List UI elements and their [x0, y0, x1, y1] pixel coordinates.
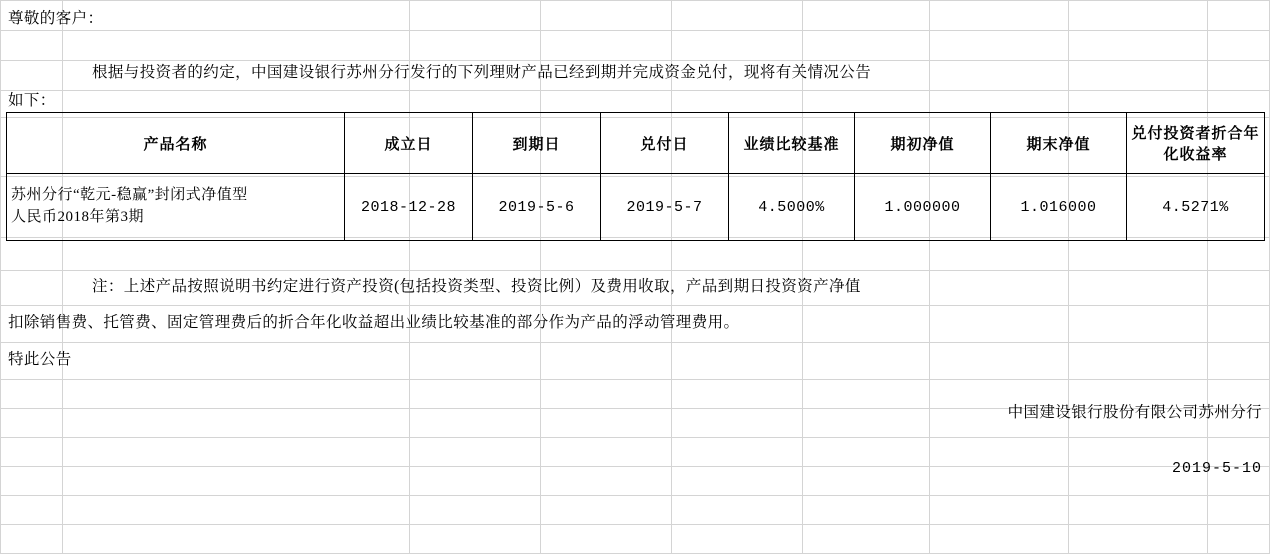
product-name-line-2: 人民币2018年第3期	[11, 209, 145, 225]
column-header-final-nav: 期末净值	[991, 113, 1127, 174]
document-date: 2019-5-10	[1171, 460, 1262, 477]
product-table	[6, 112, 1265, 241]
table-row	[7, 174, 1265, 241]
column-header-benchmark: 业绩比较基准	[729, 113, 855, 174]
table-header-row	[7, 113, 1265, 174]
note-line-2: 扣除销售费、托管费、固定管理费后的折合年化收益超出业绩比较基准的部分作为产品的浮动管理费用。	[8, 314, 740, 331]
cell-benchmark: 4.5000%	[729, 174, 855, 241]
cell-established-date: 2018-12-28	[345, 174, 473, 241]
signature-text: 中国建设银行股份有限公司苏州分行	[1007, 404, 1262, 421]
column-header-product-name: 产品名称	[7, 113, 345, 174]
cell-annualized-yield: 4.5271%	[1127, 174, 1265, 241]
cell-payment-date: 2019-5-7	[601, 174, 729, 241]
product-name-line-1: 苏州分行“乾元-稳赢”封闭式净值型	[11, 187, 248, 204]
column-header-maturity-date: 到期日	[473, 113, 601, 174]
note-line-1: 注：上述产品按照说明书约定进行资产投资(包括投资类型、投资比例）及费用收取，产品到期日投资资产净值	[92, 278, 861, 295]
cell-final-nav: 1.016000	[991, 174, 1127, 241]
cell-product-name	[7, 174, 345, 241]
announcement-paragraph-line-2: 如下：	[8, 92, 56, 109]
announcement-paragraph-line-1: 根据与投资者的约定，中国建设银行苏州分行发行的下列理财产品已经到期并完成资金兑付，现将有关情况公告	[92, 64, 872, 81]
note-line-3: 特此公告	[8, 351, 72, 368]
column-header-payment-date: 兑付日	[601, 113, 729, 174]
salutation-text: 尊敬的客户：	[8, 10, 104, 27]
column-header-established-date: 成立日	[345, 113, 473, 174]
cell-initial-nav: 1.000000	[855, 174, 991, 241]
column-header-annualized-yield: 兑付投资者折合年化收益率	[1127, 113, 1265, 174]
cell-maturity-date: 2019-5-6	[473, 174, 601, 241]
column-header-initial-nav: 期初净值	[855, 113, 991, 174]
